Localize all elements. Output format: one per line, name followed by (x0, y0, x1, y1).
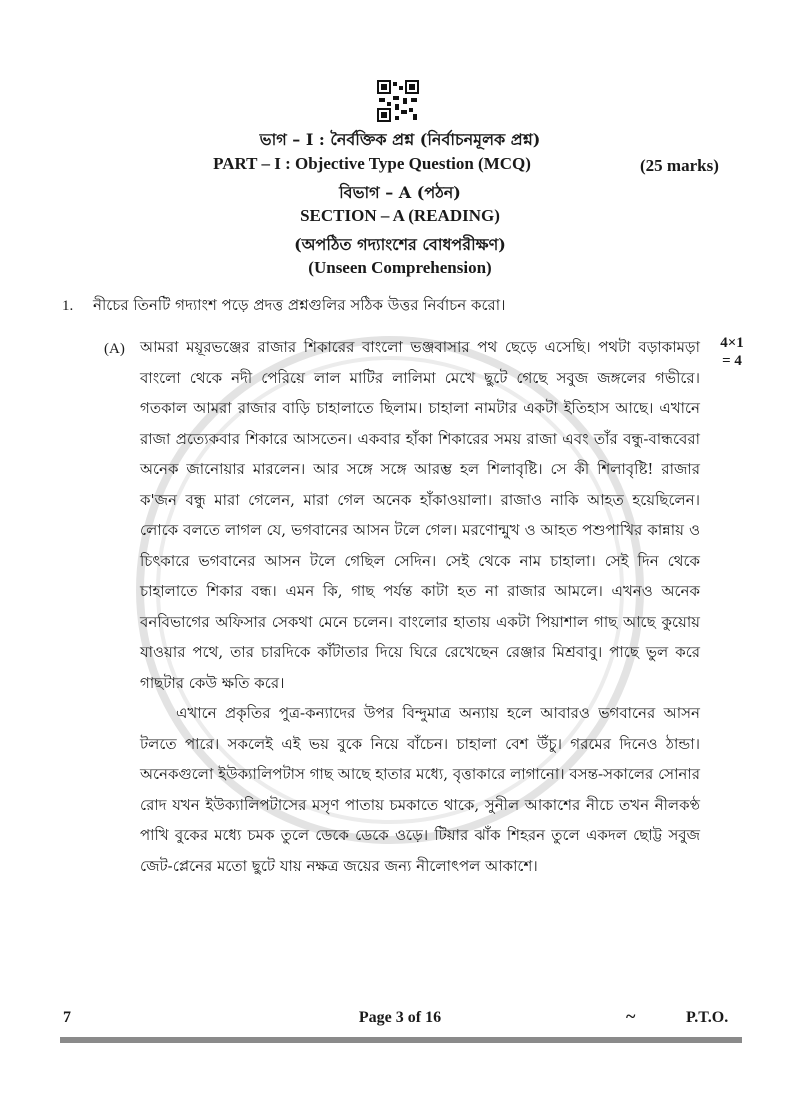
footer-divider (60, 1037, 742, 1043)
subtitle-english: (Unseen Comprehension) (308, 258, 492, 277)
question-instruction: নীচের তিনটি গদ্যাংশ পড়ে প্রদত্ত প্রশ্নগুলির সঠিক উত্তর নির্বাচন করো। (93, 296, 506, 314)
footer-pto: P.T.O. (686, 1009, 729, 1026)
question-number: 1. (62, 298, 74, 314)
part-title-bengali: ভাগ – I : নৈর্বক্তিক প্রশ্ন (নির্বাচনমূলক প্রশ্ন) (259, 130, 541, 149)
qr-code-icon (377, 80, 419, 122)
passage-text (140, 332, 700, 881)
footer-code: 7 (63, 1009, 71, 1026)
total-marks: (25 marks) (640, 156, 719, 175)
passage-paragraph-2: এখানে প্রকৃতির পুত্র-কন্যাদের উপর বিন্দুমাত্র অন্যায় হলে আবারও ভগবানের আসন টলতে পারে। সকলেই এই ভয় বুকে নিয়ে বাঁচেন। চাহালা বেশ উঁচু। গরমের দিনেও ঠান্ডা। অনেকগুলো ইউক্যালিপটাস গাছ আছে হাতার মধ্যে, বৃত্তাকারে লাগানো। বসন্ত-সকালের সোনার রোদ যখন ইউক্যালিপটাসের মসৃণ পাতায় চমকাতে থাকে, সুনীল আকাশের নীচে তখন নীলকণ্ঠ পাখি বুকের মধ্যে চমক তুলে ডেকে ডেকে ওড়ে। টিয়ার ঝাঁক শিহরন তুলে একদল ছোট্ট সবুজ জেট-প্লেনের মতো ছুটে যায় নক্ষত্র জয়ের জন্য নীলোৎপল আকাশে। (140, 704, 700, 875)
passage-label: (A) (104, 341, 125, 357)
section-title-english: SECTION – A (READING) (300, 206, 500, 225)
part-title-english-text: PART – I : Objective Type Question (MCQ) (213, 154, 531, 173)
footer-page-number: Page 3 of 16 (358, 1009, 442, 1026)
footer-tilde: ~ (626, 1006, 636, 1026)
passage-marks-line1: 4×1 (720, 335, 744, 351)
passage-marks (712, 334, 752, 370)
passage-paragraph-1: আমরা ময়ূরভঞ্জের রাজার শিকারের বাংলো ভঞ্জবাসার পথ ছেড়ে এসেছি। পথটা বড়াকামড়া বাংলো থেকে নদী পেরিয়ে লাল মাটির লালিমা মেখে ছুটে গেছে সবুজ জঙ্গলের গভীরে। গতকাল আমরা রাজার বাড়ি চাহালাতে ছিলাম। চাহালা নামটার একটা ইতিহাস আছে। এখানে রাজা প্রত্যেকবার শিকারে আসতেন। একবার হাঁকা শিকারের সময় রাজা এবং তাঁর বন্ধু-বান্ধবেরা অনেক জানোয়ার মারলেন। আর সঙ্গে সঙ্গে আরম্ভ হল শিলাবৃষ্টি। সে কী শিলাবৃষ্টি! রাজার ক'জন বন্ধু মারা গেলেন, মারা গেল অনেক হাঁকাওয়ালা। রাজাও নাকি আহত হয়েছিলেন। লোকে বলতে লাগল যে, ভগবানের আসন টলে গেল। মরণোন্মুখ ও আহত পশুপাখির কান্নায় ও চিৎকারে ভগবানের আসন টলে গেছিল সেদিন। সেই থেকে নাম চাহালা। সেই দিন থেকে চাহালাতে শিকার বন্ধ। এমন কি, গাছ পর্যন্ত কাটা হত না রাজার আমলে। এখনও অনেক বনবিভাগের অফিসার সেকথা মেনে চলেন। বাংলোর হাতায় একটা পিয়াশাল গাছ আছে কুয়োয় যাওয়ার পথে, তার চারদিকে কাঁটাতার দিয়ে ঘিরে রেখেছেন রেঞ্জার মিশ্রবাবু। পাছে ভুল করে গাছটার কেউ ক্ষতি করে। (140, 338, 700, 692)
subtitle-bengali: (অপঠিত গদ্যাংশের বোধপরীক্ষণ) (294, 235, 506, 254)
passage-marks-line2: = 4 (722, 353, 742, 369)
section-title-bengali: বিভাগ – A (পঠন) (339, 183, 461, 202)
